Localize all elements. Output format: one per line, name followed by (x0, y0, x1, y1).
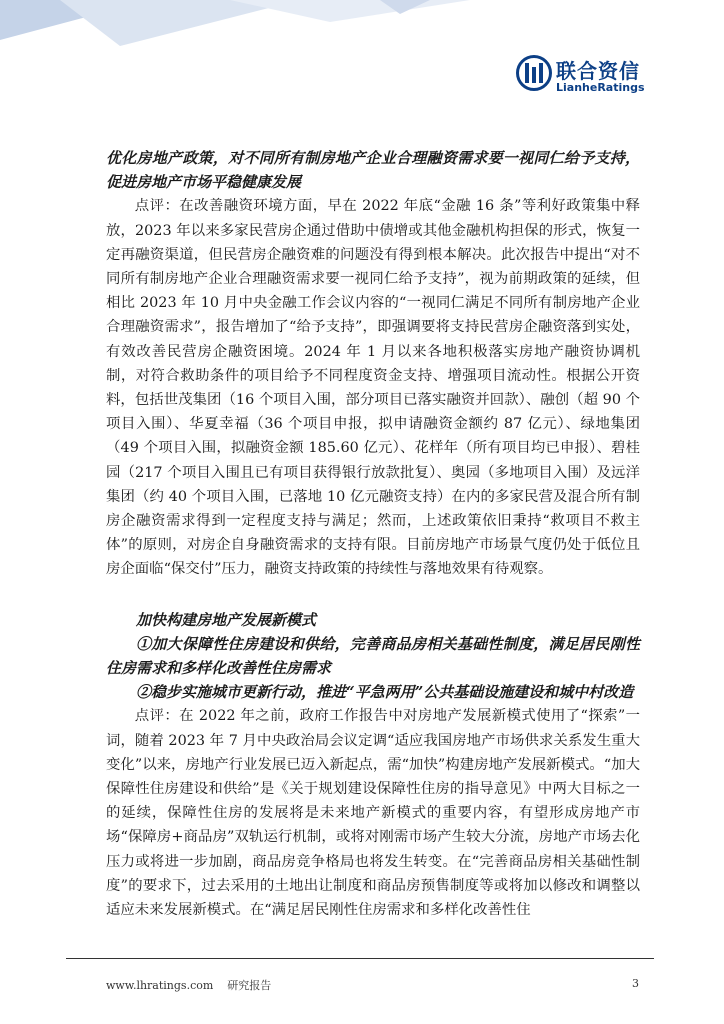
logo-chinese-name: 联合资信 (556, 59, 640, 83)
section2-point1: ①加大保障性住房建设和供给，完善商品房相关基础性制度，满足居民刚性住房需求和多样化改善性住房需求 (106, 634, 640, 678)
section2-point2: ②稳步实施城市更新行动，推进“平急两用”公共基础设施建设和城中村改造 (136, 683, 634, 702)
footer-doc-type: 研究报告 (227, 979, 272, 992)
lianhe-logo-icon (516, 55, 552, 91)
logo-english-name: LianheRatings (556, 81, 645, 94)
company-logo (516, 55, 666, 97)
section2-comment: 点评：在 2022 年之前，政府工作报告中对房地产发展新模式使用了“探索”一词，随着 2023 年 7 月中央政治局会议定调“适应我国房地产市场供求关系发生重大变化”以来，房地产行业发展已迈入新起点，需“加快”构建房地产发展新模式。“加大保障性住房建设和供给”是《关于规划建设保障性住房的指导意见》中两大目标之一的延续，保障性住房的发展将是未来地产新模式的重要内容，有望形成房地产市场“保障房+商品房”双轨运行机制，或将对刚需市场产生较大分流，房地产市场去化压力或将进一步加剧，商品房竞争格局也将发生转变。在“完善商品房相关基础性制度”的要求下，过去采用的土地出让制度和商品房预售制度等或将加以修改和调整以适应未来发展新模式。在“满足居民刚性住房需求和多样化改善性住 (106, 708, 640, 919)
page-number: 3 (632, 977, 639, 990)
footer-divider (66, 958, 654, 959)
section1-heading: 优化房地产政策，对不同所有制房地产企业合理融资需求要一视同仁给予支持，促进房地产市场平稳健康发展 (106, 149, 640, 192)
section1-comment: 点评：在改善融资环境方面，早在 2022 年底“金融 16 条”等利好政策集中释放，2023 年以来多家民营房企通过借助中债增或其他金融机构担保的形式，恢复一定再融资渠道，但民营房企融资难的问题没有得到根本解决。此次报告中提出“对不同所有制房地产企业合理融资需求要一视同仁给予支持”，视为前期政策的延续，但相比 2023 年 10 月中央金融工作会议内容的“一视同仁满足不同所有制房地产企业合理融资需求”，报告增加了“给予支持”，即强调要将支持民营房企融资落到实处，有效改善民营房企融资困境。2024 年 1 月以来各地积极落实房地产融资协调机制，对符合救助条件的项目给予不同程度资金支持、增强项目流动性。根据公开资料，包括世茂集团（16 个项目入围，部分项目已落实融资并回款）、融创（超 90 个项目入围）、华夏幸福（36 个项目申报，拟申请融资金额约 87 亿元）、绿地集团（49 个项目入围，拟融资金额 185.60 亿元）、花样年（所有项目均已申报）、碧桂园（217 个项目入围且已有项目获得银行放款批复）、奥园（多地项目入围）及远洋集团（约 40 个项目入围，已落地 10 亿元融资支持）在内的多家民营及混合所有制房企融资需求得到一定程度支持与满足；然而，上述政策依旧秉持“救项目不救主体”的原则，对房企自身融资需求的支持有限。目前房地产市场景气度仍处于低位且房企面临“保交付”压力，融资支持政策的持续性与落地效果有待观察。 (106, 198, 640, 578)
footer-info (106, 977, 271, 993)
section2-heading: 加快构建房地产发展新模式 (136, 610, 317, 629)
document-body (106, 146, 640, 922)
footer-website-link[interactable]: www.lhratings.com (106, 979, 214, 992)
header-decoration (0, 0, 470, 72)
